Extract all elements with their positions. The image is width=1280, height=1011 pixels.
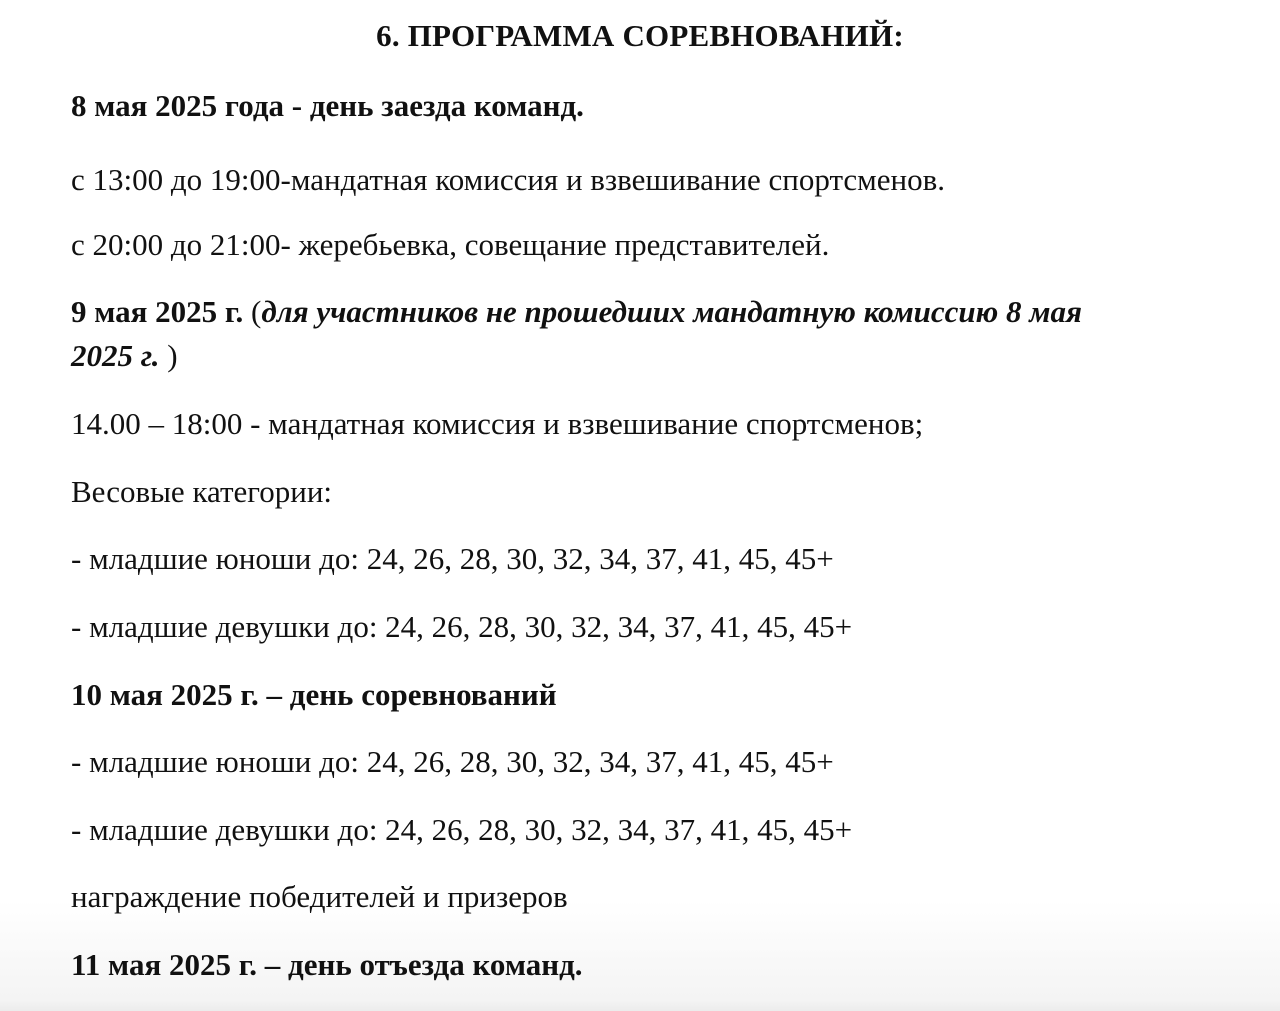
day2-heading-note-line2: 2025 г. — [71, 338, 160, 373]
day3-junior-boys-weights: - младшие юноши до: 24, 26, 28, 30, 32, 34, 37, 41, 45, 45+ — [71, 744, 834, 779]
day3-junior-girls-weights: - младшие девушки до: 24, 26, 28, 30, 32, 34, 37, 41, 45, 45+ — [71, 812, 853, 847]
day1-item-registration: с 13:00 до 19:00-мандатная комиссия и взвешивание спортсменов. — [71, 162, 945, 197]
day2-heading-date: 9 мая 2025 г. — [71, 294, 244, 329]
day2-item-registration: 14.00 – 18:00 - мандатная комиссия и взвешивание спортсменов; — [71, 406, 924, 441]
day2-heading-line1 — [71, 290, 1082, 334]
day2-heading-note-line1: для участников не прошедших мандатную комиссию 8 мая — [261, 294, 1083, 329]
day2-junior-boys-weights: - младшие юноши до: 24, 26, 28, 30, 32, 34, 37, 41, 45, 45+ — [71, 541, 834, 576]
day1-heading: 8 мая 2025 года - день заезда команд. — [71, 88, 584, 123]
day2-heading-paren-close: ) — [159, 338, 178, 373]
day2-heading-paren-open: ( — [243, 294, 262, 329]
day2-heading-line2 — [71, 334, 178, 378]
day1-item-draw: с 20:00 до 21:00- жеребьевка, совещание представителей. — [71, 227, 830, 262]
day3-heading: 10 мая 2025 г. – день соревнований — [71, 677, 557, 712]
day3-awards: награждение победителей и призеров — [71, 879, 568, 914]
day2-junior-girls-weights: - младшие девушки до: 24, 26, 28, 30, 32, 34, 37, 41, 45, 45+ — [71, 609, 853, 644]
day2-weight-categories-label: Весовые категории: — [71, 474, 333, 509]
section-title: 6. ПРОГРАММА СОРЕВНОВАНИЙ: — [376, 18, 904, 53]
day4-heading: 11 мая 2025 г. – день отъезда команд. — [71, 947, 583, 982]
